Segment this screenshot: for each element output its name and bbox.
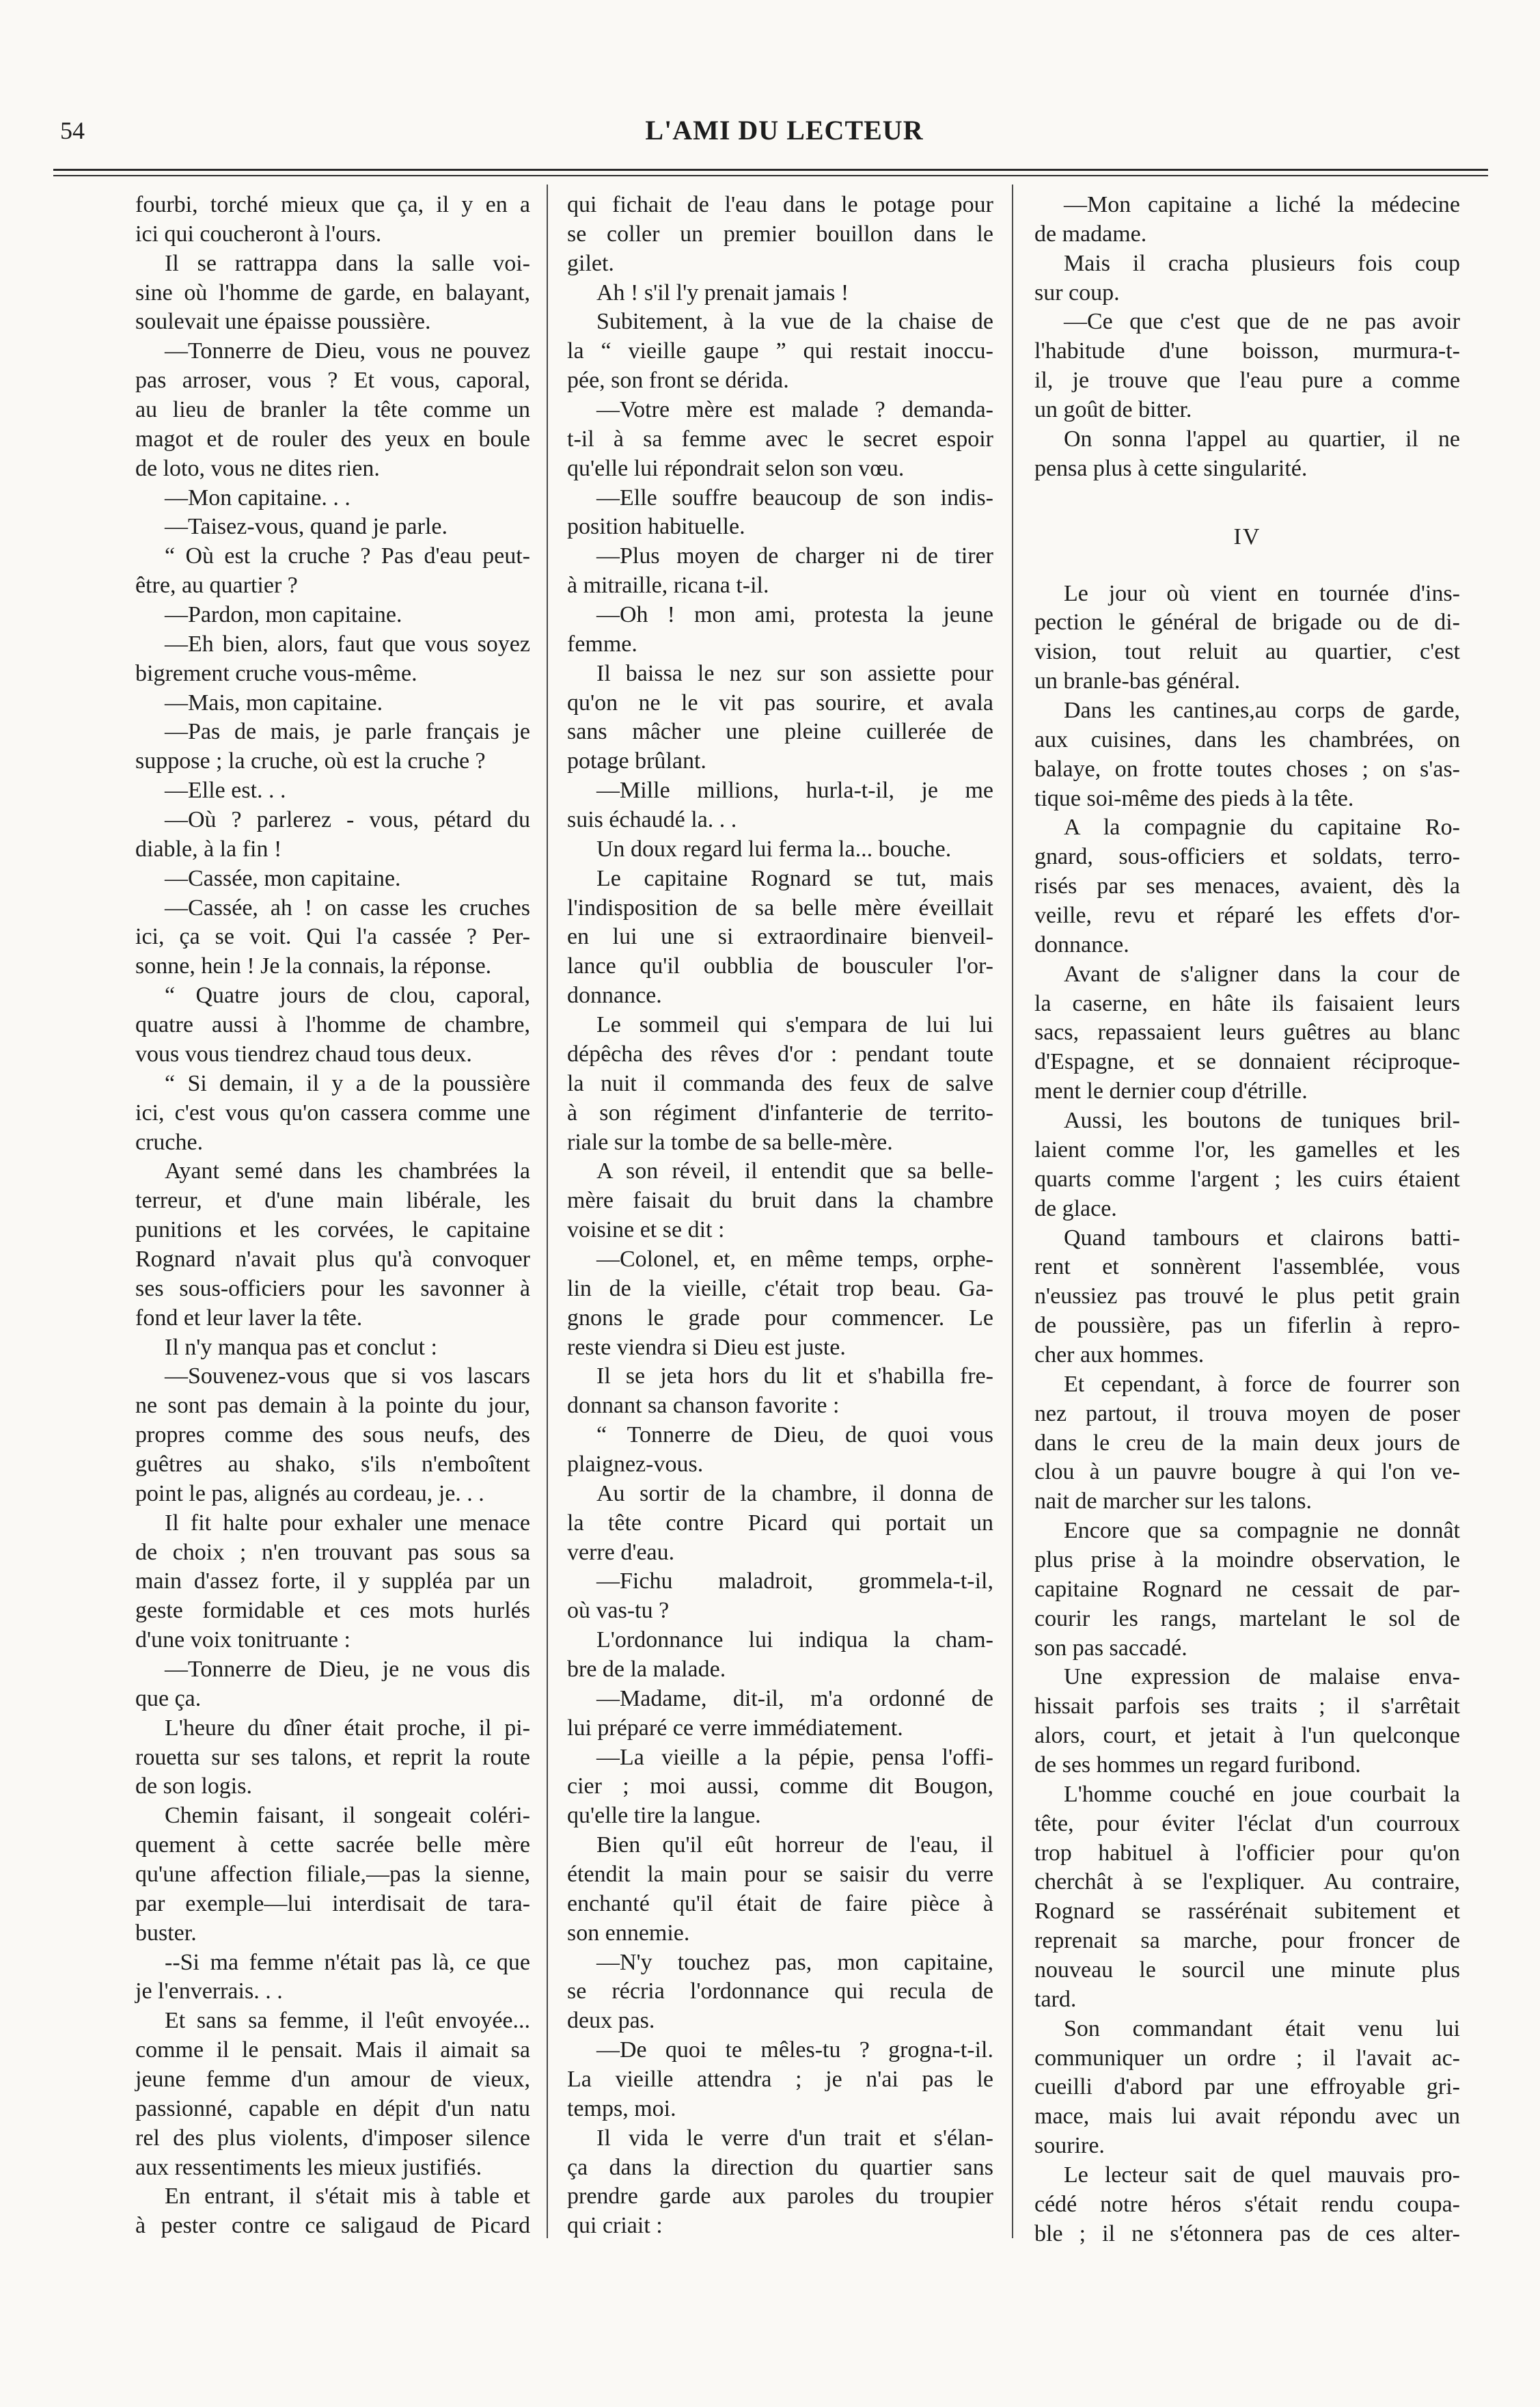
paragraph: [567, 1626, 993, 1685]
paragraph: [1034, 1780, 1460, 2015]
text-line: Bien qu'il eût horreur de l'eau, il: [596, 1832, 993, 1858]
paragraph: [135, 689, 530, 718]
paragraph: [135, 2182, 530, 2241]
text-line: de son logis.: [135, 1773, 252, 1799]
paragraph: [567, 1011, 993, 1157]
paragraph: [1034, 1224, 1460, 1370]
text-line: nait de marcher sur les talons.: [1034, 1488, 1312, 1514]
text-line: Le capitaine Rognard se tut, mais: [596, 865, 993, 891]
text-line: qu'elle tire la langue.: [567, 1803, 761, 1829]
text-line: rent et sonnèrent l'assemblée, vous: [1034, 1254, 1460, 1280]
text-line: reprenait sa marche, pour froncer de: [1034, 1928, 1460, 1954]
paragraph: [1034, 1106, 1460, 1223]
text-line: cueilli d'abord par une effroyable gri-: [1034, 2074, 1460, 2100]
text-line: main d'assez forte, il y suppléa par un: [135, 1568, 530, 1594]
text-line: —Cassée, ah ! on casse les cruches: [165, 895, 530, 921]
text-line: Chemin faisant, il songeait coléri-: [165, 1803, 530, 1829]
text-line: —Ce que c'est que de ne pas avoir: [1064, 309, 1460, 335]
text-line: nez partout, il trouva moyen de poser: [1034, 1400, 1460, 1426]
paragraph: [135, 1948, 530, 2007]
text-line: sonne, hein ! Je la connais, la réponse.: [135, 953, 492, 979]
paragraph: [135, 1070, 530, 1158]
text-line: —Colonel, et, en même temps, orphe-: [596, 1246, 993, 1272]
text-line: cédé notre héros s'était rendu coupa-: [1034, 2191, 1460, 2217]
text-line: —Plus moyen de charger ni de tirer: [596, 543, 993, 569]
paragraph: [567, 835, 993, 865]
text-line: femme.: [567, 631, 637, 657]
page-number: 54: [60, 117, 85, 144]
text-line: Avant de s'aligner dans la cour de: [1064, 961, 1460, 987]
text-line: d'une voix tonitruante :: [135, 1627, 350, 1653]
text-line: se coller un premier bouillon dans le: [567, 221, 993, 247]
text-line: de glace.: [1034, 1195, 1117, 1221]
text-line: fond et leur laver la tête.: [135, 1305, 363, 1331]
text-line: Il vida le verre d'un trait et s'élan-: [596, 2125, 993, 2151]
text-line: veille, revu et réparé les effets d'or-: [1034, 903, 1460, 929]
text-line: pensa plus à cette singularité.: [1034, 455, 1308, 481]
paragraph: [1034, 696, 1460, 813]
text-line: mace, mais lui avait répondu avec un: [1034, 2104, 1460, 2130]
text-line: Il baissa le nez sur son assiette pour: [596, 660, 993, 686]
text-line: Rognard se rassérénait subitement et: [1034, 1899, 1460, 1925]
text-line: “ Tonnerre de Dieu, de quoi vous: [596, 1422, 993, 1448]
text-line: nouveau le sourcil une minute plus: [1034, 1957, 1460, 1983]
text-line: tique soi-même des pieds à la tête.: [1034, 785, 1354, 811]
paragraph: [135, 513, 530, 542]
text-line: lin de la vieille, c'était trop beau. Ga-: [567, 1275, 993, 1301]
text-line: deux pas.: [567, 2008, 655, 2034]
text-line: où vas-tu ?: [567, 1598, 670, 1624]
text-line: l'indisposition de sa belle mère éveillait: [567, 895, 993, 921]
text-line: capitaine Rognard ne cessait de par-: [1034, 1576, 1460, 1602]
text-line: “ Si demain, il y a de la poussière: [165, 1070, 530, 1096]
paragraph: [135, 981, 530, 1070]
paragraph: [567, 1421, 993, 1480]
text-line: Encore que sa compagnie ne donnât: [1064, 1518, 1460, 1544]
text-line: L'ordonnance lui indiqua la cham-: [596, 1627, 993, 1653]
paragraph: [567, 1948, 993, 2037]
text-line: quarts comme l'argent ; les cuirs étaient: [1034, 1166, 1460, 1192]
text-line: Un doux regard lui ferma la... bouche.: [596, 836, 952, 862]
text-line: Le jour où vient en tournée d'ins-: [1064, 580, 1460, 606]
text-line: un branle-bas général.: [1034, 668, 1241, 694]
text-line: temps, moi.: [567, 2095, 676, 2121]
text-line: --Si ma femme n'était pas là, ce que: [165, 1949, 530, 1975]
text-line: suppose ; la cruche, où est la cruche ?: [135, 748, 486, 774]
text-line: gnons le grade pour commencer. Le: [567, 1305, 993, 1331]
text-line: punitions et les corvées, le capitaine: [135, 1217, 530, 1243]
paragraph: [135, 484, 530, 513]
paragraph: [135, 191, 530, 249]
text-line: balaye, on frotte toutes choses ; on s'as-: [1034, 756, 1460, 782]
text-line: gnard, sous-officiers et soldats, terro-: [1034, 844, 1460, 870]
text-line: clou à un pauvre bougre à qui l'on ve-: [1034, 1459, 1460, 1485]
text-column-2: [567, 191, 993, 2241]
text-line: dépêcha des rêves d'or : pendant toute: [567, 1041, 993, 1067]
paragraph: [135, 1801, 530, 1948]
text-line: gilet.: [567, 250, 614, 276]
text-line: courir les rangs, martelant le sol de: [1034, 1605, 1460, 1631]
text-line: —Pas de mais, je parle français je: [165, 719, 530, 745]
text-line: en lui une si extraordinaire bienveil-: [567, 924, 993, 950]
paragraph: [1034, 1663, 1460, 1780]
paragraph: [135, 806, 530, 865]
text-line: Le lecteur sait de quel mauvais pro-: [1064, 2162, 1460, 2188]
text-line: de madame.: [1034, 221, 1147, 247]
text-line: de poussière, pas un fiferlin à repro-: [1034, 1313, 1460, 1339]
text-line: —Taisez-vous, quand je parle.: [165, 514, 448, 540]
text-line: qu'elle lui répondrait selon son vœu.: [567, 455, 905, 481]
text-line: tard.: [1034, 1986, 1077, 2012]
text-line: son pas saccadé.: [1034, 1635, 1187, 1661]
text-line: Quand tambours et clairons batti-: [1064, 1225, 1460, 1251]
text-line: guêtres au shako, s'ils n'emboîtent: [135, 1451, 530, 1477]
text-line: dans le creu de la main deux jours de: [1034, 1430, 1460, 1456]
text-line: plaignez-vous.: [567, 1451, 704, 1477]
text-line: —Où ? parlerez - vous, pétard du: [165, 807, 530, 833]
text-line: je l'enverrais. . .: [135, 1978, 283, 2004]
text-line: riale sur la tombe de sa belle-mère.: [567, 1129, 893, 1155]
text-line: rel des plus violents, d'imposer silence: [135, 2125, 530, 2151]
text-line: —N'y touchez pas, mon capitaine,: [596, 1949, 993, 1975]
text-line: un goût de bitter.: [1034, 397, 1192, 423]
paragraph: [567, 1743, 993, 1832]
text-line: être, au quartier ?: [135, 573, 298, 599]
text-line: cher aux hommes.: [1034, 1342, 1205, 1368]
text-line: A la compagnie du capitaine Ro-: [1064, 815, 1460, 841]
text-line: n'eussiez pas trouvé le plus petit grain: [1034, 1283, 1460, 1309]
text-line: quement à cette sacrée belle mère: [135, 1832, 530, 1858]
text-line: —Madame, dit-il, m'a ordonné de: [596, 1685, 993, 1711]
text-line: terreur, et d'une main libérale, les: [135, 1188, 530, 1214]
text-line: cier ; moi aussi, comme dit Bougon,: [567, 1773, 993, 1799]
text-line: sourire.: [1034, 2133, 1105, 2159]
text-line: sine où l'homme de garde, en balayant,: [135, 280, 530, 305]
paragraph: [135, 630, 530, 689]
paragraph: [567, 1245, 993, 1362]
text-line: Il fit halte pour exhaler une menace: [165, 1510, 530, 1536]
text-line: Son commandant était venu lui: [1064, 2015, 1460, 2041]
text-line: Il se jeta hors du lit et s'habilla fre-: [596, 1363, 993, 1389]
paragraph: [567, 191, 993, 279]
text-line: à son régiment d'infanterie de territo-: [567, 1100, 993, 1126]
paragraph: [567, 1480, 993, 1568]
text-line: —Oh ! mon ami, protesta la jeune: [596, 602, 993, 628]
text-line: “ Où est la cruche ? Pas d'eau peut-: [165, 543, 530, 569]
header-rule-bottom: [53, 175, 1488, 176]
text-column-3: [1034, 191, 1460, 2249]
text-line: soulevait une épaisse poussière.: [135, 309, 431, 335]
paragraph: [1034, 580, 1460, 696]
text-line: sacs, repassaient leurs guêtres au blanc: [1034, 1020, 1460, 1046]
text-line: comme il le pensait. Mais il aimait sa: [135, 2037, 530, 2063]
running-title: L'AMI DU LECTEUR: [645, 115, 924, 146]
text-line: ici qui coucheront à l'ours.: [135, 221, 382, 247]
text-line: L'homme couché en joue courbait la: [1064, 1781, 1460, 1807]
text-line: sur coup.: [1034, 280, 1120, 305]
text-line: par exemple—lui interdisait de tara-: [135, 1890, 530, 1916]
text-line: Une expression de malaise enva-: [1064, 1664, 1460, 1690]
text-line: la “ vieille gaupe ” qui restait inoccu-: [567, 338, 993, 364]
text-line: tête, pour éviter l'éclat d'un courroux: [1034, 1810, 1460, 1836]
text-line: rouetta sur ses talons, et reprit la route: [135, 1744, 530, 1770]
text-line: bre de la malade.: [567, 1656, 726, 1682]
header-rule-top: [53, 169, 1488, 171]
paragraph: [135, 2007, 530, 2182]
text-line: Aussi, les boutons de tuniques bril-: [1064, 1108, 1460, 1134]
column-rule: [547, 185, 548, 2238]
text-line: se récria l'ordonnance qui recula de: [567, 1978, 993, 2004]
text-line: propres comme des sous neufs, des: [135, 1422, 530, 1448]
paragraph: [1034, 1370, 1460, 1517]
text-line: —Fichu maladroit, grommela-t-il,: [596, 1568, 993, 1594]
text-line: Le sommeil qui s'empara de lui lui: [596, 1012, 993, 1038]
paragraph: [135, 718, 530, 776]
text-line: jeune femme d'un amour de vieux,: [135, 2067, 530, 2092]
text-line: la nuit il commanda des feux de salve: [567, 1070, 993, 1096]
text-line: Et sans sa femme, il l'eût envoyée...: [165, 2008, 530, 2034]
text-line: hissait parfois ses traits ; il s'arrêtait: [1034, 1694, 1460, 1719]
text-line: —Votre mère est malade ? demanda-: [596, 397, 993, 423]
paragraph: [567, 1362, 993, 1421]
paragraph: [1034, 191, 1460, 249]
text-line: étendit la main pour se saisir du verre: [567, 1861, 993, 1887]
text-line: que ça.: [135, 1685, 202, 1711]
text-line: geste formidable et ces mots hurlés: [135, 1598, 530, 1624]
section-heading: IV: [1233, 523, 1261, 549]
paragraph: [135, 1714, 530, 1802]
text-line: la caserne, en hâte ils faisaient leurs: [1034, 990, 1460, 1016]
text-line: de ses hommes un regard furibond.: [1034, 1752, 1361, 1778]
text-line: magot et de rouler des yeux en boule: [135, 426, 530, 452]
text-line: ici, c'est vous qu'on cassera comme une: [135, 1100, 530, 1126]
text-line: communiquer un ordre ; il l'avait ac-: [1034, 2045, 1460, 2071]
paragraph: [1034, 960, 1460, 1106]
text-line: —Mais, mon capitaine.: [165, 690, 383, 716]
text-line: d'Espagne, et se donnaient réciproque-: [1034, 1049, 1460, 1075]
text-line: vous vous tiendrez chaud tous deux.: [135, 1041, 472, 1067]
paragraph: [567, 659, 993, 776]
text-line: pection le général de brigade ou de di-: [1034, 610, 1460, 636]
text-line: qu'une affection filiale,—pas la sienne,: [135, 1861, 530, 1887]
paragraph: [1034, 2015, 1460, 2161]
paragraph: [135, 865, 530, 894]
text-line: à pester contre ce saligaud de Picard: [135, 2213, 530, 2239]
text-line: Ah ! s'il l'y prenait jamais !: [596, 280, 849, 305]
paragraph: [567, 2036, 993, 2124]
paragraph: [567, 279, 993, 308]
text-line: lui préparé ce verre immédiatement.: [567, 1715, 903, 1741]
paragraph: [567, 1567, 993, 1626]
text-line: l'habitude d'une boisson, murmura-t-: [1034, 338, 1460, 364]
text-line: buster.: [135, 1920, 197, 1946]
text-line: —Elle est. . .: [165, 778, 286, 804]
paragraph: [567, 2124, 993, 2241]
paragraph: [1034, 249, 1460, 308]
text-line: “ Quatre jours de clou, caporal,: [165, 983, 530, 1009]
text-line: reste viendra si Dieu est juste.: [567, 1334, 846, 1360]
text-line: qui criait :: [567, 2213, 663, 2239]
text-line: vision, tout reluit au quartier, c'est: [1034, 639, 1460, 665]
text-line: En entrant, il s'était mis à table et: [165, 2184, 530, 2209]
paragraph: [135, 601, 530, 630]
text-line: laient comme l'or, les gamelles et les: [1034, 1137, 1460, 1162]
text-line: ses sous-officiers pour les savonner à: [135, 1275, 530, 1301]
text-line: L'heure du dîner était proche, il pi-: [165, 1715, 530, 1741]
text-line: Il se rattrappa dans la salle voi-: [165, 250, 530, 276]
paragraph: [135, 249, 530, 338]
text-line: ça dans la direction du quartier sans: [567, 2154, 993, 2180]
text-line: de loto, vous ne dites rien.: [135, 455, 380, 481]
text-line: —La vieille a la pépie, pensa l'offi-: [596, 1744, 993, 1770]
text-line: —Pardon, mon capitaine.: [165, 602, 402, 628]
text-line: donnance.: [567, 983, 662, 1009]
paragraph: [1034, 425, 1460, 484]
text-line: verre d'eau.: [567, 1539, 675, 1565]
paragraph: [135, 776, 530, 806]
text-line: lance qu'il oubblia de bousculer l'or-: [567, 953, 993, 979]
paragraph: [567, 542, 993, 601]
paragraph: [1034, 1517, 1460, 1663]
paragraph: [1034, 813, 1460, 960]
paragraph: [1034, 308, 1460, 424]
text-line: donnant sa chanson favorite :: [567, 1393, 840, 1419]
text-line: trop habituel à l'officier pour qu'on: [1034, 1840, 1460, 1866]
text-line: ment le dernier coup d'étrille.: [1034, 1078, 1308, 1104]
text-line: —Cassée, mon capitaine.: [165, 865, 401, 891]
text-line: point le pas, alignés au cordeau, je. . .: [135, 1480, 484, 1506]
text-line: de choix ; n'en trouvant pas sous sa: [135, 1539, 530, 1565]
paragraph: [567, 865, 993, 1011]
text-line: Et cependant, à force de fourrer son: [1064, 1371, 1460, 1397]
text-line: la tête contre Picard qui portait un: [567, 1510, 993, 1536]
text-line: —Mon capitaine. . .: [165, 485, 350, 511]
text-line: —Eh bien, alors, faut que vous soyez: [165, 631, 530, 657]
text-line: La vieille attendra ; je n'ai pas le: [567, 2067, 993, 2092]
text-line: risés par ses menaces, avaient, dès la: [1034, 873, 1460, 899]
text-line: —Tonnerre de Dieu, je ne vous dis: [165, 1656, 530, 1682]
paragraph: [135, 894, 530, 982]
text-line: suis échaudé la. . .: [567, 807, 737, 833]
text-line: Ayant semé dans les chambrées la: [165, 1158, 530, 1184]
paragraph: [135, 1157, 530, 1333]
text-line: —Tonnerre de Dieu, vous ne pouvez: [165, 338, 530, 364]
text-line: à mitraille, ricana t-il.: [567, 573, 769, 599]
paragraph: [567, 484, 993, 543]
text-line: —Mon capitaine a liché la médecine: [1064, 192, 1460, 217]
text-line: Il n'y manqua pas et conclut :: [165, 1334, 437, 1360]
text-line: Mais il cracha plusieurs fois coup: [1064, 250, 1460, 276]
text-line: ne sont pas demain à la pointe du jour,: [135, 1393, 530, 1419]
text-line: On sonna l'appel au quartier, il ne: [1064, 426, 1460, 452]
text-line: Au sortir de la chambre, il donna de: [596, 1480, 993, 1506]
paragraph: [567, 396, 993, 484]
text-line: bigrement cruche vous-même.: [135, 660, 417, 686]
text-line: ici, ça se voit. Qui l'a cassée ? Per-: [135, 924, 530, 950]
paragraph: [567, 601, 993, 659]
text-line: prendre garde aux paroles du troupier: [567, 2184, 993, 2209]
text-line: mère faisait du bruit dans la chambre: [567, 1188, 993, 1214]
paragraph: [567, 308, 993, 396]
paragraph: [567, 1157, 993, 1245]
text-line: qu'on ne le vit pas sourire, et avala: [567, 690, 993, 716]
text-line: —Elle souffre beaucoup de son indis-: [596, 485, 993, 511]
paragraph: [567, 1685, 993, 1743]
text-line: il, je trouve que l'eau pure a comme: [1034, 368, 1460, 394]
text-line: cherchât à se l'expliquer. Au contraire,: [1034, 1869, 1460, 1895]
paragraph: [135, 542, 530, 601]
text-line: ble ; il ne s'étonnera pas de ces alter-: [1034, 2220, 1460, 2246]
text-line: son ennemie.: [567, 1920, 690, 1946]
paragraph: [135, 1333, 530, 1363]
text-line: cruche.: [135, 1129, 204, 1155]
text-line: plus prise à la moindre observation, le: [1034, 1547, 1460, 1573]
text-line: voisine et se dit :: [567, 1217, 725, 1243]
text-line: donnance.: [1034, 931, 1129, 957]
text-line: Rognard n'avait plus qu'à convoquer: [135, 1246, 530, 1272]
text-line: aux cuisines, dans les chambrées, on: [1034, 726, 1460, 752]
text-column-1: [135, 191, 530, 2241]
text-line: passionné, capable en dépit d'un natu: [135, 2095, 530, 2121]
text-line: sans mâcher une pleine cuillerée de: [567, 719, 993, 745]
text-line: pée, son front se dérida.: [567, 368, 789, 394]
text-line: A son réveil, il entendit que sa belle-: [596, 1158, 993, 1184]
paragraph: [135, 337, 530, 483]
text-line: fourbi, torché mieux que ça, il y en a: [135, 192, 530, 217]
text-line: t-il à sa femme avec le secret espoir: [567, 426, 993, 452]
text-line: Subitement, à la vue de la chaise de: [596, 309, 993, 335]
paragraph: [135, 1509, 530, 1655]
paragraph: [1034, 2161, 1460, 2249]
text-line: position habituelle.: [567, 514, 745, 540]
text-line: qui fichait de l'eau dans le potage pour: [567, 192, 993, 217]
text-line: —Souvenez-vous que si vos lascars: [165, 1363, 530, 1389]
text-line: pas arroser, vous ? Et vous, caporal,: [135, 368, 530, 394]
text-line: Dans les cantines,au corps de garde,: [1064, 698, 1460, 724]
text-line: —Mille millions, hurla-t-il, je me: [596, 778, 993, 804]
paragraph: [135, 1655, 530, 1714]
paragraph: [567, 776, 993, 835]
text-line: alors, court, et jetait à l'un quelconque: [1034, 1723, 1460, 1749]
text-line: diable, à la fin !: [135, 836, 282, 862]
paragraph: [135, 1362, 530, 1508]
column-rule: [1012, 185, 1013, 2238]
text-line: quatre aussi à l'homme de chambre,: [135, 1012, 530, 1038]
text-line: enchanté qu'il était de faire pièce à: [567, 1890, 993, 1916]
text-line: potage brûlant.: [567, 748, 706, 774]
text-line: aux ressentiments les mieux justifiés.: [135, 2154, 482, 2180]
text-line: —De quoi te mêles-tu ? grogna-t-il.: [596, 2037, 993, 2063]
paragraph: [567, 1831, 993, 1948]
text-line: au lieu de branler la tête comme un: [135, 397, 530, 423]
